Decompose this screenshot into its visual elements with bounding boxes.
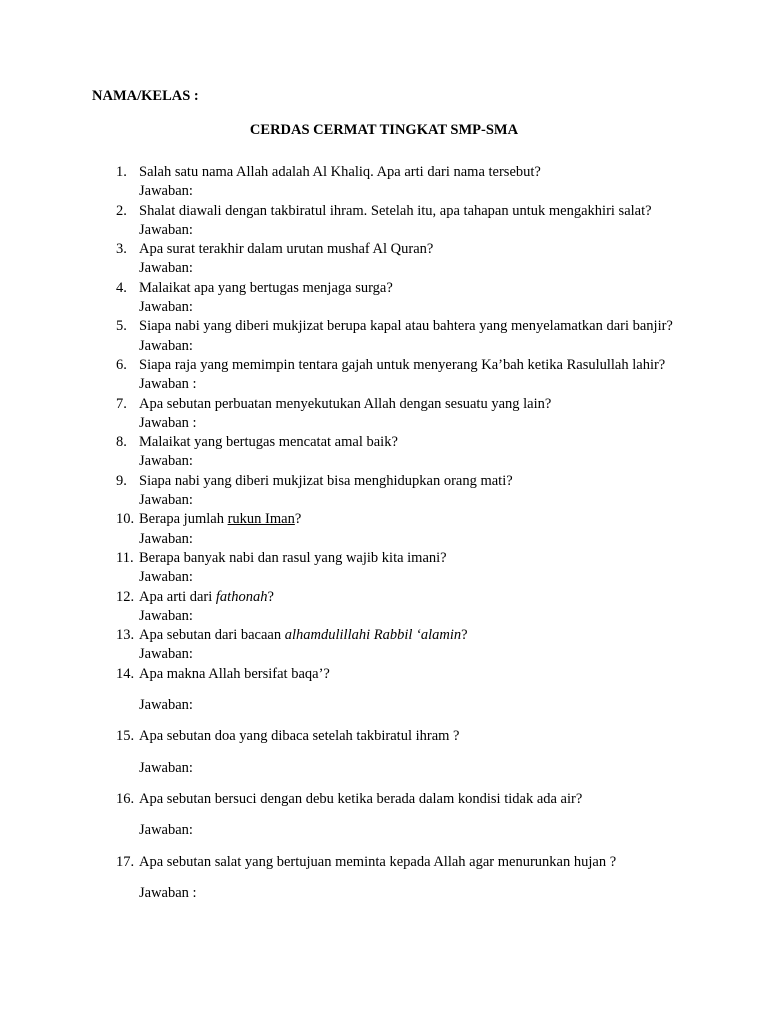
underlined-term: rukun Iman <box>227 511 295 528</box>
question-number: 10. <box>116 511 135 528</box>
answer-label: Jawaban : <box>139 414 197 431</box>
question-number: 17. <box>116 853 135 870</box>
question-number: 8. <box>116 434 127 451</box>
question-item <box>0 433 768 472</box>
answer-label: Jawaban: <box>139 492 193 509</box>
question-number: 6. <box>116 356 127 373</box>
question-number: 3. <box>116 241 127 258</box>
question-item <box>0 395 768 434</box>
question-text: Berapa banyak nabi dan rasul yang wajib kita imani? <box>139 549 447 566</box>
question-number: 16. <box>116 790 135 807</box>
name-class-label: NAMA/KELAS : <box>92 88 199 104</box>
italic-term: fathonah <box>215 588 268 605</box>
answer-label: Jawaban: <box>139 260 193 277</box>
answer-label: Jawaban: <box>139 530 193 547</box>
question-item <box>0 279 768 318</box>
question-number: 12. <box>116 588 135 605</box>
question-item <box>0 727 768 778</box>
question-item <box>0 317 768 356</box>
answer-label: Jawaban : <box>139 376 197 393</box>
answer-label: Jawaban: <box>139 646 193 663</box>
italic-term: alhamdulillahi Rabbil ‘alamin <box>284 627 462 644</box>
question-item <box>0 163 768 202</box>
answer-label: Jawaban: <box>139 221 193 238</box>
question-number: 14. <box>116 665 135 682</box>
answer-label: Jawaban: <box>139 183 193 200</box>
question-text: Apa surat terakhir dalam urutan mushaf Al Quran? <box>139 241 434 258</box>
question-text: Apa sebutan doa yang dibaca setelah takbiratul ihram ? <box>139 728 460 745</box>
answer-label: Jawaban : <box>139 884 197 901</box>
question-number: 2. <box>116 202 127 219</box>
question-number: 13. <box>116 627 135 644</box>
question-text: Malaikat apa yang bertugas menjaga surga? <box>139 279 393 296</box>
question-number: 1. <box>116 164 127 180</box>
question-item <box>0 202 768 241</box>
answer-label: Jawaban: <box>139 697 193 714</box>
answer-label: Jawaban: <box>139 759 193 776</box>
question-item <box>0 549 768 588</box>
answer-label: Jawaban: <box>139 607 193 624</box>
question-text: Apa sebutan salat yang bertujuan meminta kepada Allah agar menurunkan hujan ? <box>139 853 617 870</box>
question-item <box>0 626 768 665</box>
question-text: Apa sebutan bersuci dengan debu ketika berada dalam kondisi tidak ada air? <box>139 790 583 807</box>
question-text: Shalat diawali dengan takbiratul ihram. Setelah itu, apa tahapan untuk mengakhiri salat? <box>139 202 652 219</box>
question-text: Malaikat yang bertugas mencatat amal baik? <box>139 434 398 451</box>
question-item <box>0 356 768 395</box>
question-number: 7. <box>116 395 127 412</box>
question-item <box>0 240 768 279</box>
answer-label: Jawaban: <box>139 822 193 839</box>
question-number: 9. <box>116 472 127 489</box>
answer-label: Jawaban: <box>139 453 193 470</box>
question-text: Siapa nabi yang diberi mukjizat berupa kapal atau bahtera yang menyelamatkan dari banjir? <box>139 318 673 335</box>
answer-label: Jawaban: <box>139 337 193 354</box>
question-text: Siapa raja yang memimpin tentara gajah untuk menyerang Ka’bah ketika Rasulullah lahir? <box>139 356 666 373</box>
question-item <box>0 588 768 627</box>
question-number: 11. <box>116 549 134 566</box>
question-text: Berapa jumlah rukun Iman? <box>139 511 302 528</box>
page-title: CERDAS CERMAT TINGKAT SMP-SMA <box>249 122 519 138</box>
question-number: 5. <box>116 318 127 335</box>
answer-label: Jawaban: <box>139 569 193 586</box>
answer-label: Jawaban: <box>139 299 193 316</box>
question-number: 15. <box>116 728 135 745</box>
question-number: 4. <box>116 279 127 296</box>
question-text: Siapa nabi yang diberi mukjizat bisa menghidupkan orang mati? <box>139 472 513 489</box>
question-item <box>0 790 768 841</box>
question-text: Apa makna Allah bersifat baqa’? <box>139 665 330 682</box>
question-list <box>0 163 768 903</box>
question-text: Apa arti dari fathonah? <box>139 588 274 605</box>
question-item <box>0 665 768 716</box>
question-item <box>0 853 768 904</box>
question-item <box>0 510 768 549</box>
question-text: Apa sebutan dari bacaan alhamdulillahi Rabbil ‘alamin? <box>139 627 468 644</box>
question-text: Apa sebutan perbuatan menyekutukan Allah dengan sesuatu yang lain? <box>139 395 552 412</box>
question-text: Salah satu nama Allah adalah Al Khaliq. Apa arti dari nama tersebut? <box>139 164 541 180</box>
question-item <box>0 472 768 511</box>
